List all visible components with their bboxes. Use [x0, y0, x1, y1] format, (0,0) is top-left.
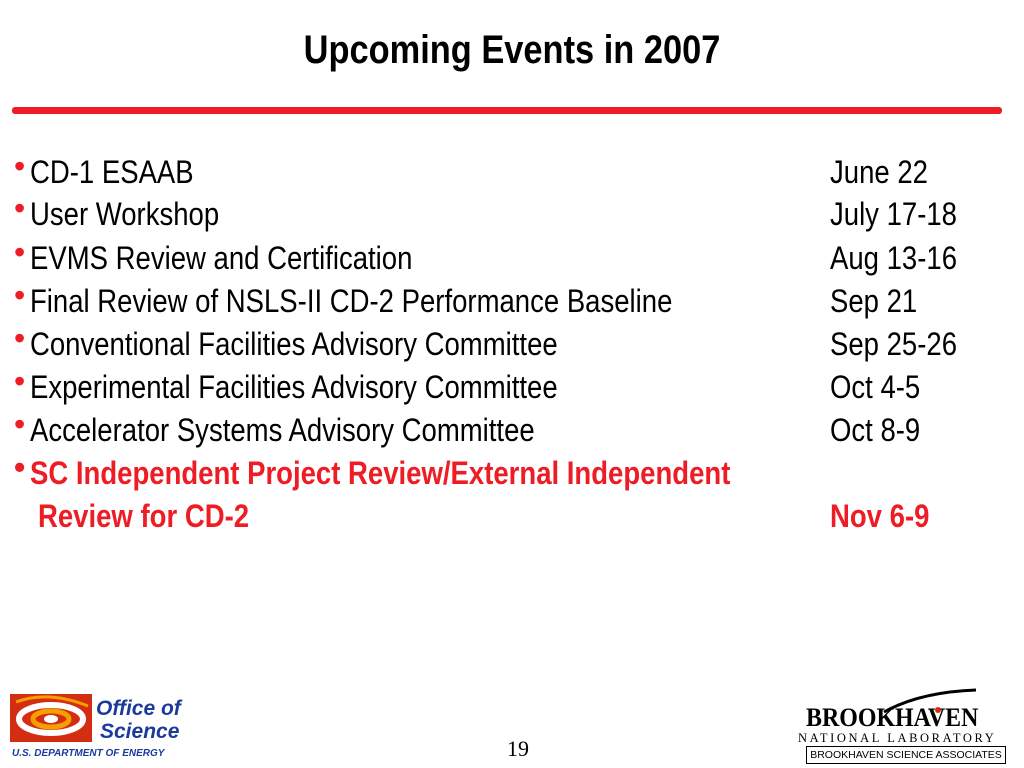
list-item [0, 408, 1024, 452]
doe-logo-line1: Office of [96, 697, 181, 720]
bnl-logo-subtitle: NATIONAL LABORATORY [798, 731, 997, 745]
event-date: June 22 [830, 154, 928, 190]
event-label: Final Review of NSLS-II CD-2 Performance Baseline [30, 283, 673, 319]
list-item [0, 150, 1024, 194]
list-item [0, 365, 1024, 409]
bullet-icon: • [14, 277, 26, 313]
bnl-associates: BROOKHAVEN SCIENCE ASSOCIATES [806, 746, 1006, 764]
bullet-icon: • [14, 320, 26, 356]
event-date: Oct 8-9 [830, 412, 921, 448]
event-date: Oct 4-5 [830, 369, 921, 405]
bullet-icon: • [14, 190, 26, 226]
event-label: EVMS Review and Certification [30, 240, 413, 276]
list-item-highlight-cont [0, 494, 1024, 538]
event-label: User Workshop [30, 196, 220, 232]
event-date: Sep 25-26 [830, 326, 957, 362]
list-item [0, 236, 1024, 280]
event-label: CD-1 ESAAB [30, 154, 194, 190]
event-date: Nov 6-9 [830, 498, 930, 534]
bullet-icon: • [14, 406, 26, 442]
list-item [0, 279, 1024, 323]
title-divider [12, 107, 1002, 114]
page-number: 19 [507, 736, 529, 761]
bullet-icon: • [14, 148, 26, 184]
bullet-icon: • [14, 449, 26, 485]
event-label: Accelerator Systems Advisory Committee [30, 412, 535, 448]
doe-logo-line2: Science [100, 720, 180, 743]
event-label: Experimental Facilities Advisory Committee [30, 369, 558, 405]
list-item [0, 322, 1024, 366]
bnl-logo-name: BROOKHAVEN [806, 703, 979, 732]
bullet-icon: • [14, 234, 26, 270]
event-date: Sep 21 [830, 283, 918, 319]
list-item [0, 192, 1024, 236]
event-label: Conventional Facilities Advisory Committee [30, 326, 558, 362]
event-date: July 17-18 [830, 196, 957, 232]
event-label-cont: Review for CD-2 [38, 498, 250, 534]
doe-logo-subtitle: U.S. DEPARTMENT OF ENERGY [12, 748, 165, 759]
bullet-icon: • [14, 363, 26, 399]
event-label: SC Independent Project Review/External Independent [30, 455, 731, 491]
list-item-highlight [0, 451, 1024, 495]
event-date: Aug 13-16 [830, 240, 957, 276]
slide-title: Upcoming Events in 2007 [303, 28, 721, 72]
